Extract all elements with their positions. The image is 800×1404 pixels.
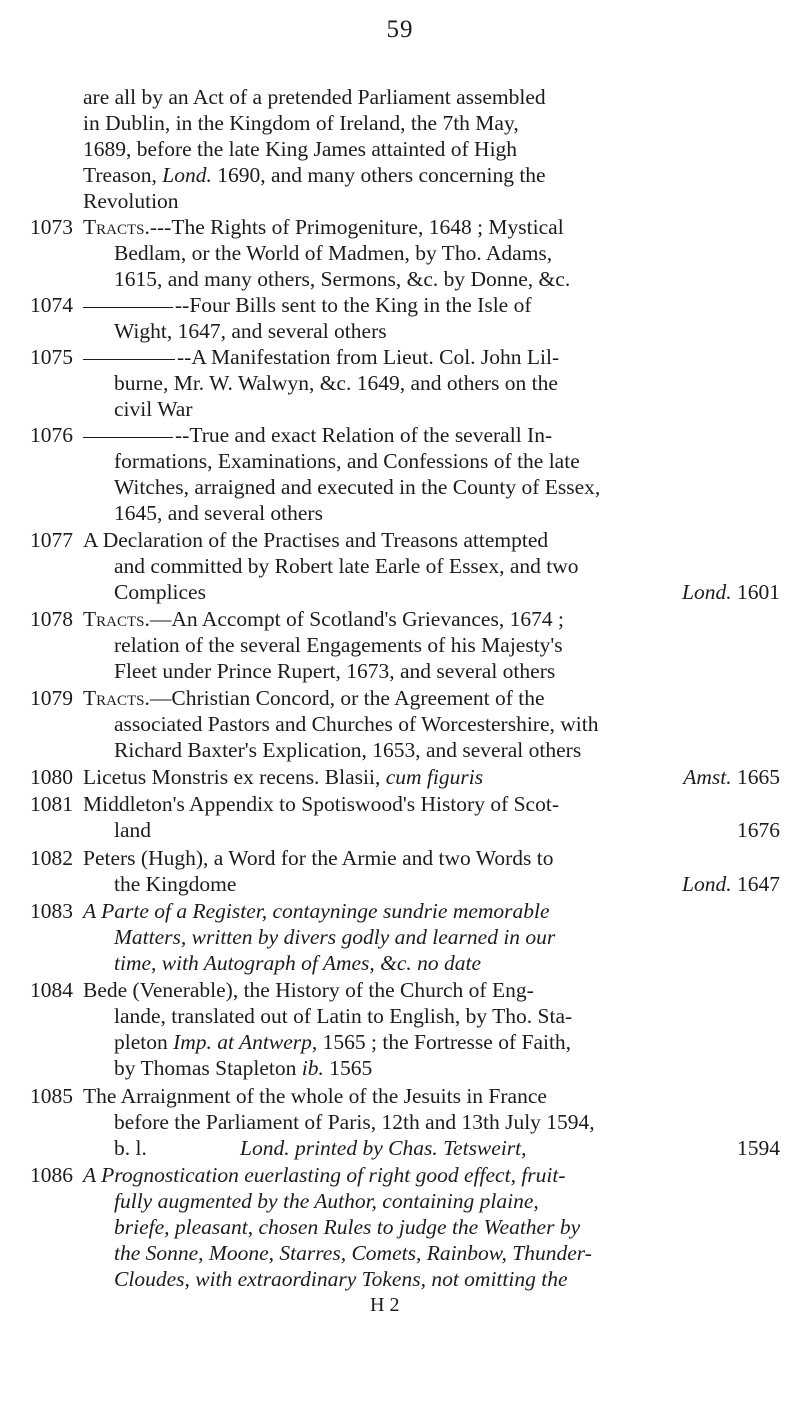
imprint-date: 1594 [737, 1136, 780, 1160]
intro-line: in Dublin, in the Kingdom of Ireland, the 7th May, [83, 111, 519, 135]
signature-mark: H 2 [370, 1294, 400, 1316]
intro-line: 1689, before the late King James attainted of High [83, 137, 518, 161]
entry-text: the Kingdome [114, 872, 237, 896]
lot-number: 1074 [30, 293, 73, 317]
ditto-rule [83, 437, 173, 438]
entry-text: Middleton's Appendix to Spotiswood's History of Scot- [83, 792, 559, 816]
lot-number: 1083 [30, 899, 73, 923]
page-number: 59 [386, 16, 414, 43]
lot-number: 1085 [30, 1084, 73, 1108]
entry-text: Licetus Monstris ex recens. Blasii, cum figuris [83, 765, 484, 789]
entry-text: Tracts.—Christian Concord, or the Agreement of the [83, 686, 545, 710]
entry-text: associated Pastors and Churches of Worcestershire, with [114, 712, 599, 736]
imprint-date: 1676 [737, 818, 780, 842]
entry-text: The Arraignment of the whole of the Jesuits in France [83, 1084, 547, 1108]
ditto-rule [83, 307, 173, 308]
entry-text: Witches, arraigned and executed in the County of Essex, [114, 475, 601, 499]
entry-text: Fleet under Prince Rupert, 1673, and several others [114, 659, 556, 683]
lot-number: 1076 [30, 423, 73, 447]
imprint-date: Amst. 1665 [683, 765, 780, 789]
imprint-date: Lond. 1647 [682, 872, 780, 896]
lot-number: 1082 [30, 846, 73, 870]
entry-text: by Thomas Stapleton ib. 1565 [114, 1056, 373, 1080]
entry-text: Wight, 1647, and several others [114, 319, 387, 343]
entry-text: lande, translated out of Latin to English, by Tho. Sta- [114, 1004, 573, 1028]
entry-text: pleton Imp. at Antwerp, 1565 ; the Fortresse of Faith, [114, 1030, 572, 1054]
lot-number: 1073 [30, 215, 73, 239]
imprint-date: Lond. 1601 [682, 580, 780, 604]
intro-line: Revolution [83, 189, 179, 213]
entry-text: land [114, 818, 152, 842]
lot-number: 1075 [30, 345, 73, 369]
entry-text: --A Manifestation from Lieut. Col. John Lil- [83, 344, 559, 370]
entry-text: relation of the several Engagements of his Majesty's [114, 633, 563, 657]
entry-text: formations, Examinations, and Confessions of the late [114, 449, 580, 473]
lot-number: 1077 [30, 528, 73, 552]
intro-line: are all by an Act of a pretended Parliament assembled [83, 85, 546, 109]
entry-text: burne, Mr. W. Walwyn, &c. 1649, and others on the [114, 371, 558, 395]
entry-text: A Declaration of the Practises and Treasons attempted [83, 528, 549, 552]
entry-text: briefe, pleasant, chosen Rules to judge the Weather by [114, 1215, 581, 1239]
entry-text: A Parte of a Register, contayninge sundrie memorable [83, 899, 550, 923]
lot-number: 1080 [30, 765, 73, 789]
entry-text: 1645, and several others [114, 501, 323, 525]
entry-imprint: Lond. printed by Chas. Tetsweirt, [240, 1136, 527, 1160]
entry-text: fully augmented by the Author, containing plaine, [114, 1189, 539, 1213]
entry-text: Richard Baxter's Explication, 1653, and several others [114, 738, 582, 762]
entry-text: Tracts.---The Rights of Primogeniture, 1648 ; Mystical [83, 215, 564, 239]
entry-text: b. l. [114, 1136, 147, 1160]
entry-text: --True and exact Relation of the severall In- [83, 422, 552, 448]
entry-text: Tracts.—An Accompt of Scotland's Grievances, 1674 ; [83, 607, 564, 631]
lot-number: 1081 [30, 792, 73, 816]
entry-text: 1615, and many others, Sermons, &c. by Donne, &c. [114, 267, 571, 291]
lot-number: 1078 [30, 607, 73, 631]
ditto-rule [83, 359, 175, 360]
entry-text: A Prognostication euerlasting of right good effect, fruit- [83, 1163, 566, 1187]
entry-text: Complices [114, 580, 206, 604]
entry-text: Bede (Venerable), the History of the Church of Eng- [83, 978, 534, 1002]
intro-line: Treason, Lond. 1690, and many others concerning the [83, 163, 546, 187]
entry-text: the Sonne, Moone, Starres, Comets, Rainbow, Thunder- [114, 1241, 592, 1265]
entry-text: and committed by Robert late Earle of Essex, and two [114, 554, 579, 578]
lot-number: 1079 [30, 686, 73, 710]
entry-text: Peters (Hugh), a Word for the Armie and two Words to [83, 846, 554, 870]
entry-text: Bedlam, or the World of Madmen, by Tho. Adams, [114, 241, 553, 265]
entry-text: time, with Autograph of Ames, &c. no date [114, 951, 482, 975]
entry-text: --Four Bills sent to the King in the Isle of [83, 292, 532, 318]
entry-text: civil War [114, 397, 193, 421]
lot-number: 1084 [30, 978, 73, 1002]
lot-number: 1086 [30, 1163, 73, 1187]
entry-text: Cloudes, with extraordinary Tokens, not omitting the [114, 1267, 568, 1291]
entry-text: before the Parliament of Paris, 12th and 13th July 1594, [114, 1110, 595, 1134]
entry-text: Matters, written by divers godly and learned in our [114, 925, 556, 949]
